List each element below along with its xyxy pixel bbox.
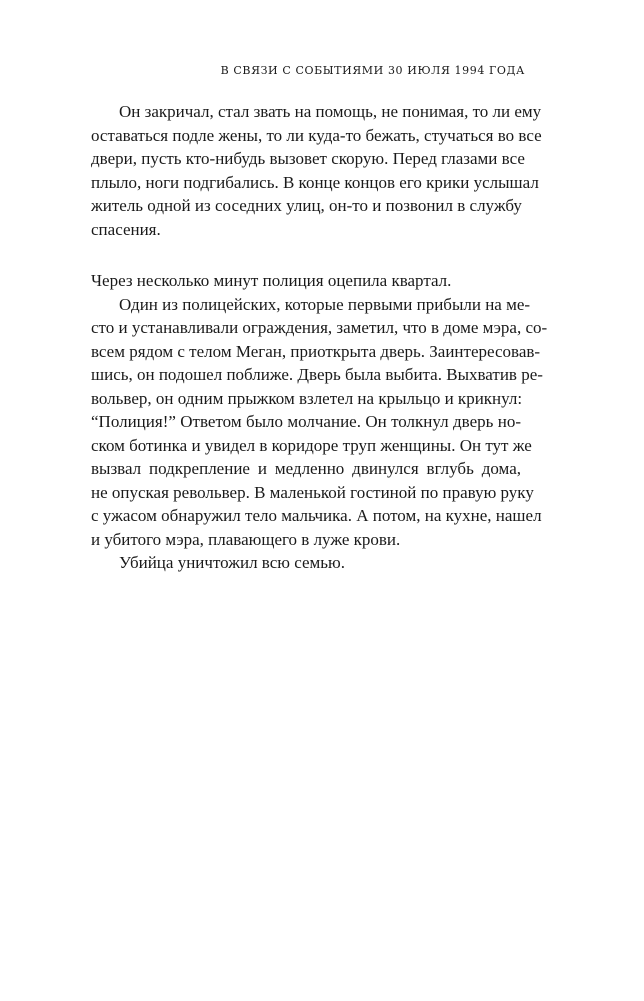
paragraph-3 bbox=[91, 293, 548, 552]
paragraph-line: не опуская револьвер. В маленькой гостиной по правую руку bbox=[91, 482, 534, 502]
paragraph-line: шись, он подошел поближе. Дверь была выбита. Выхватив ре- bbox=[91, 365, 543, 384]
paragraph-line: вольвер, он одним прыжком взлетел на крыльцо и крикнул: bbox=[91, 388, 523, 408]
paragraph-line: житель одной из соседних улиц, он-то и позвонил в службу bbox=[91, 196, 522, 215]
paragraph-line: спасения. bbox=[91, 219, 161, 239]
paragraph-line: Он закричал, стал звать на помощь, не понимая, то ли ему bbox=[119, 102, 542, 121]
paragraph-line: Через несколько минут полиция оцепила квартал. bbox=[91, 271, 452, 290]
paragraph-line: “Полиция!” Ответом было молчание. Он толкнул дверь но- bbox=[91, 412, 521, 431]
paragraph-line: плыло, ноги подгибались. В конце концов его крики услышал bbox=[91, 172, 539, 192]
paragraph-line: ском ботинка и увидел в коридоре труп женщины. Он тут же bbox=[91, 435, 532, 455]
paragraph-line: двери, пусть кто-нибудь вызовет скорую. Перед глазами все bbox=[91, 149, 525, 168]
paragraph-line: Один из полицейских, которые первыми прибыли на ме- bbox=[119, 294, 531, 314]
paragraph-line: вызвал подкрепление и медленно двинулся вглубь дома, bbox=[91, 459, 521, 478]
running-head: В СВЯЗИ С СОБЫТИЯМИ 30 ИЮЛЯ 1994 ГОДА bbox=[220, 64, 525, 77]
paragraph-4 bbox=[91, 551, 521, 575]
paragraph-line: Убийца уничтожил всю семью. bbox=[119, 553, 345, 572]
paragraph-2 bbox=[91, 269, 521, 293]
text-block-bottom bbox=[91, 269, 548, 575]
paragraph-1 bbox=[91, 100, 542, 241]
paragraph-line: всем рядом с телом Меган, приоткрыта дверь. Заинтересовав- bbox=[91, 341, 541, 361]
paragraph-line: с ужасом обнаружил тело мальчика. А потом, на кухне, нашел bbox=[91, 506, 542, 525]
text-block-top bbox=[91, 100, 542, 241]
paragraph-line: сто и устанавливали ограждения, заметил, что в доме мэра, со- bbox=[91, 318, 548, 337]
paragraph-line: оставаться подле жены, то ли куда-то бежать, стучаться во все bbox=[91, 125, 542, 145]
paragraph-line: и убитого мэра, плавающего в луже крови. bbox=[91, 529, 401, 549]
